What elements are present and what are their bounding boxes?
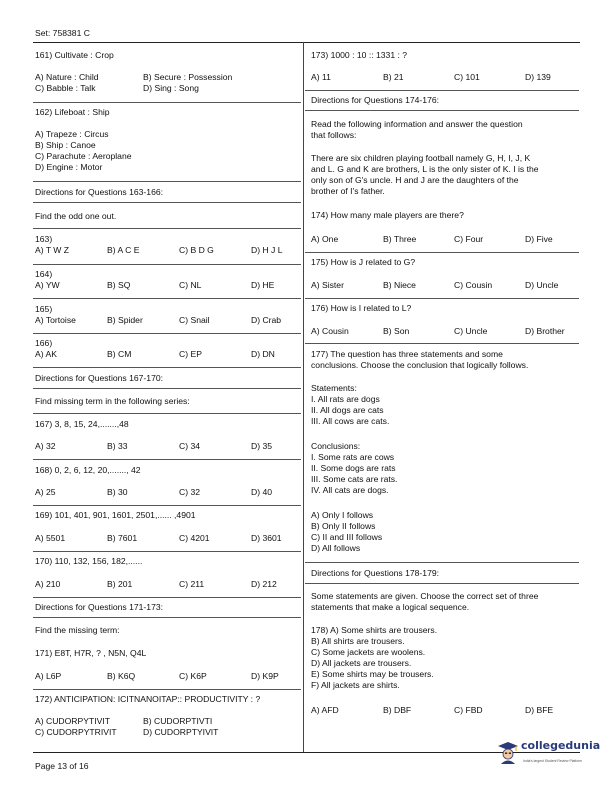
directions-body: that follows: <box>311 130 357 140</box>
statement: 178) A) Some shirts are trousers. <box>311 625 438 635</box>
statement: C) Some jackets are woolens. <box>311 647 426 657</box>
option-d: D) Brother <box>525 326 565 336</box>
option-d: D) Engine : Motor <box>35 162 103 172</box>
option-d: D) Crab <box>251 315 282 325</box>
divider <box>33 413 301 414</box>
header-rule <box>33 42 580 43</box>
directions-body: Read the following information and answer the question <box>311 119 523 129</box>
directions-body: statements that make a logical sequence. <box>311 602 470 612</box>
directions-title: Directions for Questions 163-166: <box>35 187 164 197</box>
option-b: B) 201 <box>107 579 133 589</box>
option-d: D) 35 <box>251 441 273 451</box>
question-stem: 173) 1000 : 10 :: 1331 : ? <box>311 50 408 60</box>
divider <box>305 583 579 584</box>
option-c: C) Babble : Talk <box>35 83 96 93</box>
option-d: D) Sing : Song <box>143 83 199 93</box>
option-a: A) T W Z <box>35 245 70 255</box>
directions-body: Some statements are given. Choose the correct set of three <box>311 591 539 601</box>
question-stem: 174) How many male players are there? <box>311 210 464 220</box>
brand-name: collegedunia <box>521 739 601 752</box>
option-a: A) One <box>311 234 339 244</box>
question-stem: 172) ANTICIPATION: ICITNANOITAP:: PRODUCTIVITY : ? <box>35 694 261 704</box>
option-b: B) K6Q <box>107 671 136 681</box>
question-number: 165) <box>35 304 53 314</box>
divider <box>33 689 301 690</box>
set-code: Set: 758381 C <box>35 28 90 38</box>
option-b: B) 21 <box>383 72 404 82</box>
statements-title: Statements: <box>311 383 357 393</box>
statement: II. All dogs are cats <box>311 405 384 415</box>
statement: I. All rats are dogs <box>311 394 380 404</box>
directions-body: Find the odd one out. <box>35 211 117 221</box>
option-d: D) 40 <box>251 487 273 497</box>
option-c: C) 4201 <box>179 533 210 543</box>
option-c: C) 32 <box>179 487 201 497</box>
column-divider <box>303 42 304 752</box>
option-c: C) 211 <box>179 579 205 589</box>
option-b: B) Ship : Canoe <box>35 140 96 150</box>
question-stem: 176) How is I related to L? <box>311 303 412 313</box>
option-c: C) B D G <box>179 245 214 255</box>
divider <box>305 90 579 91</box>
divider <box>305 562 579 563</box>
divider <box>305 252 579 253</box>
question-stem: 167) 3, 8, 15, 24,.......,48 <box>35 419 129 429</box>
option-c: C) Four <box>454 234 484 244</box>
passage-line: only son of G's uncle. H and J are the daughters of the <box>311 175 519 185</box>
question-stem: 161) Cultivate : Crop <box>35 50 114 60</box>
statement: III. All cows are cats. <box>311 416 390 426</box>
option-c: C) Parachute : Aeroplane <box>35 151 132 161</box>
question-stem: 169) 101, 401, 901, 1601, 2501,...... ,4901 <box>35 510 196 520</box>
passage-line: and L. G and K are brothers, L is the only sister of K. I is the <box>311 164 539 174</box>
passage-line: brother of I's father. <box>311 186 385 196</box>
question-stem: 171) E8T, H7R, ? , N5N, Q4L <box>35 648 147 658</box>
statement: F) All jackets are shirts. <box>311 680 400 690</box>
divider <box>33 459 301 460</box>
option-c: C) K6P <box>179 671 207 681</box>
option-d: D) K9P <box>251 671 279 681</box>
divider <box>33 181 301 182</box>
divider <box>33 202 301 203</box>
option-d: D) CUDORPTYIVIT <box>143 727 219 737</box>
divider <box>33 388 301 389</box>
graduate-icon <box>497 740 519 764</box>
option-d: D) H J L <box>251 245 283 255</box>
option-a: A) Trapeze : Circus <box>35 129 109 139</box>
option-b: B) 7601 <box>107 533 138 543</box>
directions-title: Directions for Questions 171-173: <box>35 602 164 612</box>
option-b: B) Three <box>383 234 417 244</box>
option-a: A) 5501 <box>35 533 66 543</box>
divider <box>33 228 301 229</box>
divider <box>33 367 301 368</box>
statement: D) All jackets are trousers. <box>311 658 412 668</box>
question-number: 164) <box>35 269 53 279</box>
conclusion: II. Some dogs are rats <box>311 463 396 473</box>
option-c: C) II and III follows <box>311 532 383 542</box>
option-c: C) NL <box>179 280 202 290</box>
option-b: B) Secure : Possession <box>143 72 233 82</box>
question-stem: 177) The question has three statements and some <box>311 349 503 359</box>
option-a: A) 25 <box>35 487 56 497</box>
option-b: B) Niece <box>383 280 416 290</box>
conclusion: IV. All cats are dogs. <box>311 485 389 495</box>
option-c: C) Uncle <box>454 326 488 336</box>
option-c: C) FBD <box>454 705 483 715</box>
option-a: A) Only I follows <box>311 510 374 520</box>
option-b: B) Son <box>383 326 410 336</box>
divider <box>33 102 301 103</box>
directions-body: Find missing term in the following series: <box>35 396 190 406</box>
collegedunia-logo <box>497 738 601 768</box>
divider <box>33 298 301 299</box>
option-c: C) EP <box>179 349 202 359</box>
question-number: 166) <box>35 338 53 348</box>
divider <box>33 551 301 552</box>
option-c: C) CUDORPYTRIVIT <box>35 727 117 737</box>
option-a: A) CUDORPYTIVIT <box>35 716 110 726</box>
divider <box>33 617 301 618</box>
conclusion: I. Some rats are cows <box>311 452 395 462</box>
question-stem: conclusions. Choose the conclusion that logically follows. <box>311 360 529 370</box>
question-stem: 170) 110, 132, 156, 182,...... <box>35 556 143 566</box>
option-a: A) YW <box>35 280 60 290</box>
option-b: B) CUDORPTIVTI <box>143 716 213 726</box>
option-a: A) Tortoise <box>35 315 76 325</box>
brand-tagline: India's largest Student Review Platform <box>523 759 583 763</box>
option-c: C) Cousin <box>454 280 493 290</box>
option-a: A) 210 <box>35 579 61 589</box>
option-a: A) Cousin <box>311 326 349 336</box>
option-a: A) Nature : Child <box>35 72 99 82</box>
option-a: A) L6P <box>35 671 62 681</box>
option-b: B) Only II follows <box>311 521 376 531</box>
divider <box>33 505 301 506</box>
option-c: C) Snail <box>179 315 210 325</box>
option-d: D) 212 <box>251 579 277 589</box>
directions-title: Directions for Questions 178-179: <box>311 568 440 578</box>
option-a: A) Sister <box>311 280 344 290</box>
divider <box>305 110 579 111</box>
option-d: D) HE <box>251 280 275 290</box>
option-b: B) A C E <box>107 245 140 255</box>
passage-line: There are six children playing football namely G, H, I, J, K <box>311 153 531 163</box>
option-a: A) 11 <box>311 72 331 82</box>
question-stem: 162) Lifeboat : Ship <box>35 107 110 117</box>
divider <box>33 333 301 334</box>
divider <box>305 298 579 299</box>
option-a: A) AFD <box>311 705 339 715</box>
option-b: B) DBF <box>383 705 412 715</box>
option-d: D) BFE <box>525 705 554 715</box>
directions-title: Directions for Questions 174-176: <box>311 95 440 105</box>
statement: E) Some shirts may be trousers. <box>311 669 434 679</box>
option-a: A) 32 <box>35 441 56 451</box>
divider <box>305 343 579 344</box>
option-d: D) 3601 <box>251 533 282 543</box>
option-b: B) 30 <box>107 487 128 497</box>
option-b: B) Spider <box>107 315 143 325</box>
conclusion: III. Some cats are rats. <box>311 474 398 484</box>
option-d: D) Five <box>525 234 553 244</box>
option-d: D) All follows <box>311 543 361 553</box>
option-b: B) CM <box>107 349 132 359</box>
option-c: C) 34 <box>179 441 201 451</box>
option-b: B) 33 <box>107 441 128 451</box>
page-number: Page 13 of 16 <box>35 761 89 771</box>
statement: B) All shirts are trousers. <box>311 636 405 646</box>
directions-body: Find the missing term: <box>35 625 120 635</box>
option-b: B) SQ <box>107 280 131 290</box>
question-stem: 175) How is J related to G? <box>311 257 416 267</box>
option-d: D) 139 <box>525 72 551 82</box>
option-d: D) Uncle <box>525 280 559 290</box>
divider <box>33 264 301 265</box>
directions-title: Directions for Questions 167-170: <box>35 373 164 383</box>
option-d: D) DN <box>251 349 275 359</box>
option-c: C) 101 <box>454 72 480 82</box>
question-stem: 168) 0, 2, 6, 12, 20,......., 42 <box>35 465 141 475</box>
divider <box>33 597 301 598</box>
question-number: 163) <box>35 234 53 244</box>
option-a: A) AK <box>35 349 57 359</box>
conclusions-title: Conclusions: <box>311 441 361 451</box>
